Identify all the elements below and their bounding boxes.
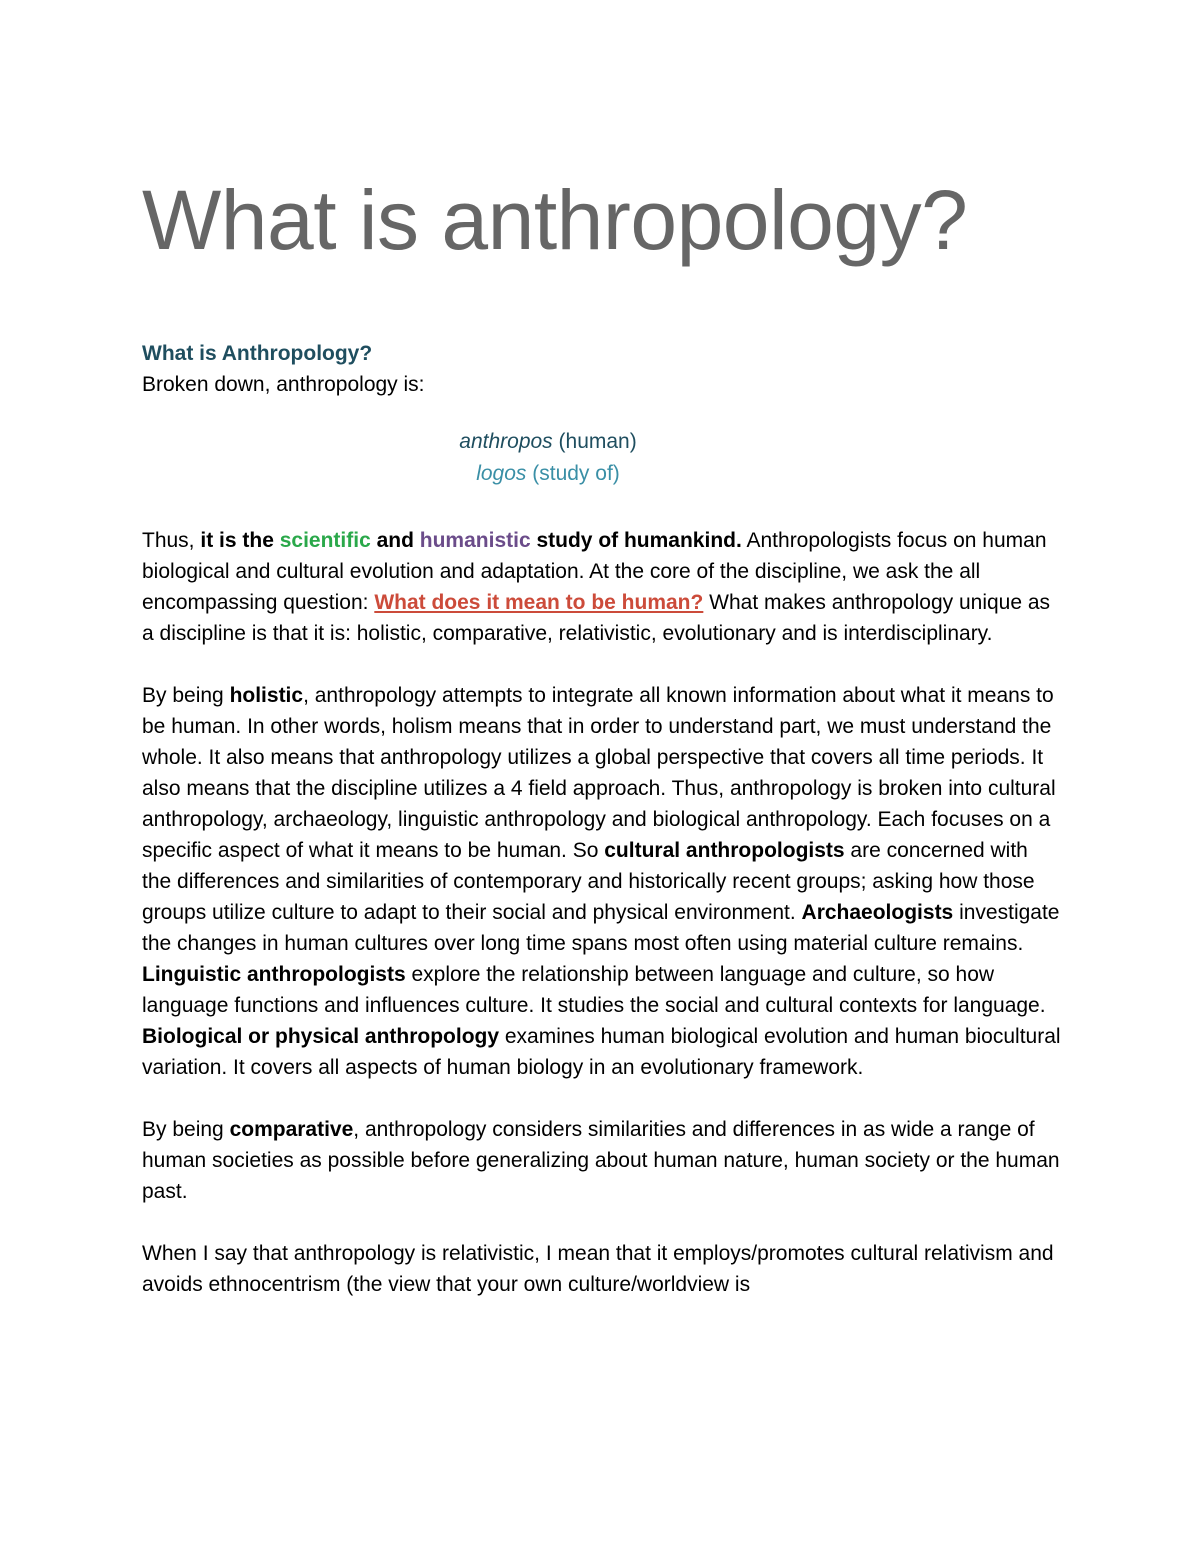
text-run: Thus, <box>142 529 201 552</box>
text-run: By being <box>142 684 230 707</box>
paragraph-relativistic <box>142 1238 1062 1300</box>
text-run: explore the relationship between language and culture, so how language functions and influences culture. It studies the social and cultural contexts for language. <box>142 963 1046 1017</box>
text-run-bold: and <box>370 529 420 552</box>
etymology-line-anthropos <box>142 426 954 458</box>
gloss-human: (human) <box>552 430 637 453</box>
paragraph-definition <box>142 525 1062 649</box>
paragraph-holistic <box>142 680 1062 1083</box>
document-content <box>142 170 1062 1300</box>
text-run: What makes anthropology unique as a discipline is that it is: holistic, comparative, relativistic, evolutionary and is interdisciplinary. <box>142 591 1051 645</box>
text-run: Anthropologists focus on human biological and cultural evolution and adaptation. At the core of the discipline, we ask the all encompassing question: <box>142 529 1047 614</box>
term-holistic: holistic <box>229 684 304 707</box>
document-title: What is anthropology? <box>142 173 968 267</box>
text-run: , anthropology considers similarities and differences in as wide a range of human societies as possible before generalizing about human nature, human society or the human past. <box>142 1118 1060 1203</box>
etymology-block <box>142 426 954 490</box>
text-run: examines human biological evolution and human biocultural variation. It covers all aspects of human biology in an evolutionary framework. <box>142 1025 1061 1079</box>
text-run: When I say that anthropology is relativistic, I mean that it employs/promotes cultural relativism and avoids ethnocentrism (the view that your own culture/worldview is <box>142 1242 1054 1296</box>
text-run: , anthropology attempts to integrate all known information about what it means to be human. In other words, holism means that in order to understand part, we must understand the whole. It also means that anthropology utilizes a global perspective that covers all time periods. It also means that the discipline utilizes a 4 field approach. Thus, anthropology is broken into cultural anthropology, archaeology, linguistic anthropology and biological anthropology. Each focuses on a specific aspect of what it means to be human. So <box>142 684 1056 862</box>
gloss-study-of: (study of) <box>526 462 620 485</box>
section-heading: What is Anthropology? <box>142 342 373 365</box>
word-scientific: scientific <box>279 529 371 552</box>
text-run: By being <box>142 1118 230 1141</box>
term-anthropos: anthropos <box>459 430 553 453</box>
key-question: What does it mean to be human? <box>374 591 704 614</box>
etymology-line-logos <box>142 458 954 490</box>
text-run: investigate the changes in human cultures over long time spans most often using material culture remains. <box>142 901 1060 955</box>
text-run-bold: it is the <box>200 529 280 552</box>
paragraph-comparative <box>142 1114 1062 1207</box>
word-humanistic: humanistic <box>419 529 531 552</box>
term-cultural-anthropologists: cultural anthropologists <box>604 839 845 862</box>
term-archaeologists: Archaeologists <box>801 901 954 924</box>
text-run-bold: study of humankind. <box>530 529 742 552</box>
intro-line: Broken down, anthropology is: <box>142 373 425 396</box>
text-run: are concerned with the differences and similarities of contemporary and historically recent groups; asking how those groups utilize culture to adapt to their social and physical environment. <box>142 839 1035 924</box>
term-linguistic-anthropologists: Linguistic anthropologists <box>142 963 406 986</box>
term-comparative: comparative <box>229 1118 354 1141</box>
term-biological-anthropology: Biological or physical anthropology <box>142 1025 500 1048</box>
term-logos: logos <box>476 462 527 485</box>
